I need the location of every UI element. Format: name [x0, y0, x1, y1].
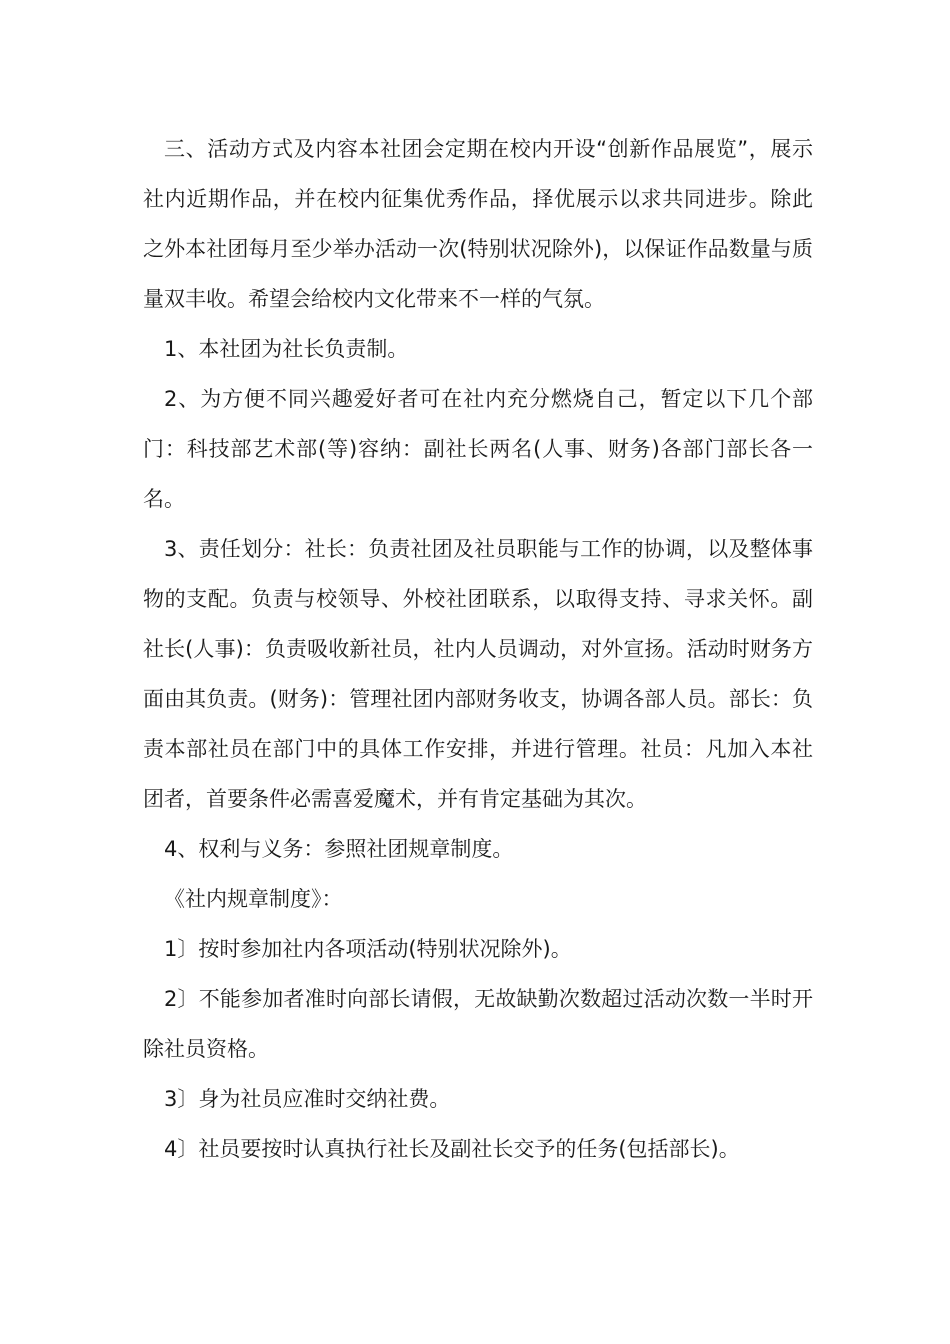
rule-4: 4〕社员要按时认真执行社长及副社长交予的任务(包括部长)。	[164, 1137, 740, 1161]
paragraph-item-1: 1、本社团为社长负责制。	[164, 337, 409, 361]
paragraph-item-3: 3、责任划分：社长：负责社团及社员职能与工作的协调，以及整体事物的支配。负责与校领导、外校社团联系，以取得支持、寻求关怀。副社长(人事)：负责吸收新社员，社内人员调动，对外宣扬。活动时财务方面由其负责。(财务)：管理社团内部财务收支，协调各部人员。部长：负责本部社员在部门中的具体工作安排，并进行管理。社员：凡加入本社团者，首要条件必需喜爱魔术，并有肯定基础为其次。	[143, 537, 813, 811]
paragraph-item-2: 2、为方便不同兴趣爱好者可在社内充分燃烧自己，暂定以下几个部门：科技部艺术部(等)容纳：副社长两名(人事、财务)各部门部长各一名。	[143, 387, 813, 511]
document-body	[143, 124, 813, 1174]
rule-3: 3〕身为社员应准时交纳社费。	[164, 1087, 451, 1111]
paragraph-activity-methods: 三、活动方式及内容本社团会定期在校内开设“创新作品展览”，展示社内近期作品，并在校内征集优秀作品，择优展示以求共同进步。除此之外本社团每月至少举办活动一次(特别状况除外)，以保证作品数量与质量双丰收。希望会给校内文化带来不一样的气氛。	[143, 137, 813, 311]
rule-2: 2〕不能参加者准时向部长请假，无故缺勤次数超过活动次数一半时开除社员资格。	[143, 987, 813, 1061]
rule-1: 1〕按时参加社内各项活动(特别状况除外)。	[164, 937, 572, 961]
rules-heading: 《社内规章制度》：	[164, 887, 343, 911]
paragraph-item-4: 4、权利与义务：参照社团规章制度。	[164, 837, 514, 861]
